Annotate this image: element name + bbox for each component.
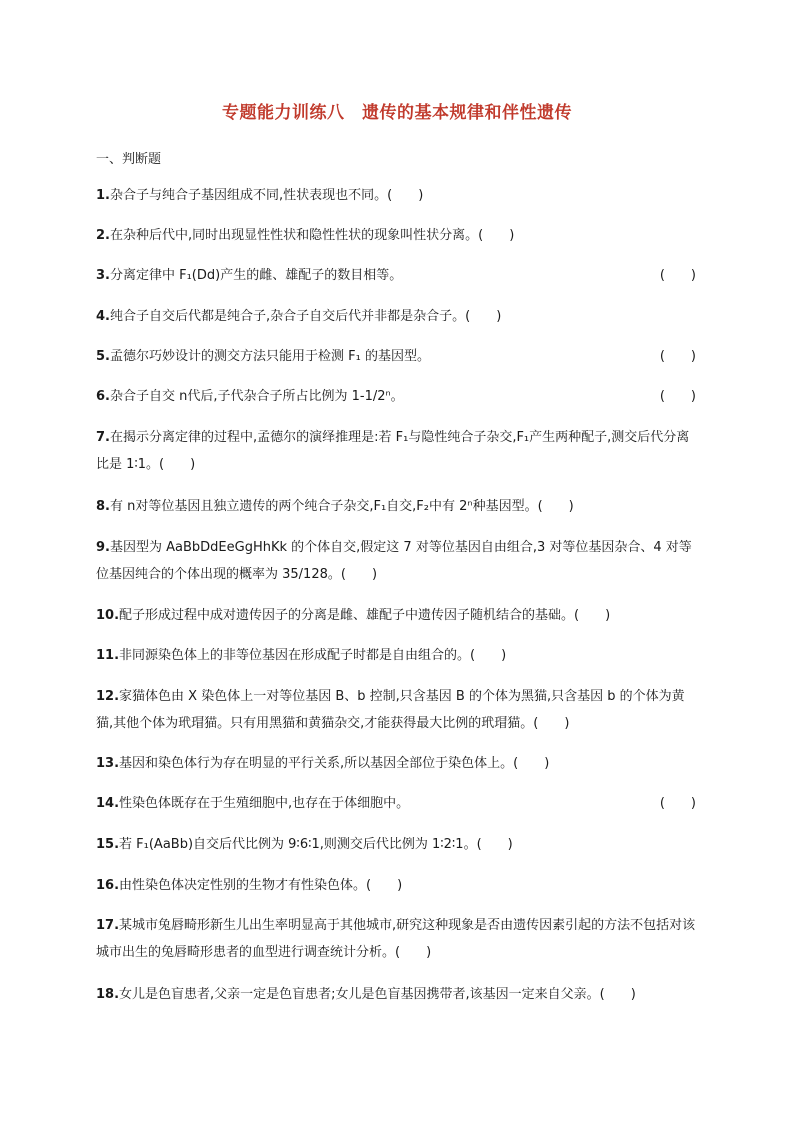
question-8 [96, 493, 696, 520]
question-text: 配子形成过程中成对遗传因子的分离是雌、雄配子中遗传因子随机结合的基础。( ) [119, 608, 611, 623]
question-number: 14. [96, 796, 120, 811]
question-text: 分离定律中 F₁(Dd)产生的雌、雄配子的数目相等。 [109, 268, 403, 283]
question-5 [96, 343, 696, 370]
question-text: 杂合子自交 n代后,子代杂合子所占比例为 1-1/2ⁿ。 [109, 389, 404, 404]
question-text: 非同源染色体上的非等位基因在形成配子时都是自由组合的。( ) [119, 648, 507, 663]
page-title: 专题能力训练八 遗传的基本规律和伴性遗传 [222, 103, 572, 123]
question-6 [96, 383, 696, 410]
question-number: 2. [96, 228, 110, 243]
question-9 [96, 534, 696, 588]
question-10 [96, 602, 696, 629]
question-text: 由性染色体决定性别的生物才有性染色体。( ) [119, 878, 403, 893]
question-text: 基因型为 AaBbDdEeGgHhKk 的个体自交,假定这 7 对等位基因自由组合,3 对等位基因杂合、4 对等位基因纯合的个体出现的概率为 35/128。( ) [96, 540, 692, 582]
question-number: 16. [96, 878, 120, 893]
answer-parentheses: ( ) [659, 389, 696, 404]
question-number: 15. [96, 837, 120, 852]
question-text: 家猫体色由 X 染色体上一对等位基因 B、b 控制,只含基因 B 的个体为黑猫,只含基因 b 的个体为黄猫,其他个体为玳瑁猫。只有用黑猫和黄猫杂交,才能获得最大比例的玳瑁猫。( ) [96, 689, 685, 731]
question-text: 基因和染色体行为存在明显的平行关系,所以基因全部位于染色体上。( ) [119, 756, 550, 771]
question-number: 4. [96, 309, 110, 324]
question-text: 在揭示分离定律的过程中,孟德尔的演绎推理是:若 F₁与隐性纯合子杂交,F₁产生两种配子,测交后代分离比是 1∶1。( ) [96, 430, 690, 472]
question-number: 11. [96, 648, 120, 663]
section-heading: 一、判断题 [96, 152, 162, 167]
question-text: 性染色体既存在于生殖细胞中,也存在于体细胞中。 [119, 796, 410, 811]
question-number: 17. [96, 918, 120, 933]
question-11 [96, 642, 696, 669]
question-number: 9. [96, 540, 110, 555]
question-17 [96, 912, 696, 966]
question-number: 3. [96, 268, 110, 283]
question-number: 18. [96, 987, 120, 1002]
question-18 [96, 981, 696, 1008]
question-13 [96, 750, 696, 777]
question-1 [96, 182, 696, 209]
question-text: 有 n对等位基因且独立遗传的两个纯合子杂交,F₁自交,F₂中有 2ⁿ种基因型。( ) [109, 499, 574, 514]
question-number: 13. [96, 756, 120, 771]
question-number: 6. [96, 389, 110, 404]
answer-parentheses: ( ) [659, 349, 696, 364]
question-number: 1. [96, 188, 110, 203]
question-4 [96, 303, 696, 330]
question-text: 女儿是色盲患者,父亲一定是色盲患者;女儿是色盲基因携带者,该基因一定来自父亲。( ) [119, 987, 636, 1002]
question-text: 孟德尔巧妙设计的测交方法只能用于检测 F₁ 的基因型。 [109, 349, 430, 364]
question-text: 若 F₁(AaBb)自交后代比例为 9∶6∶1,则测交后代比例为 1∶2∶1。( ) [119, 837, 513, 852]
question-text: 在杂种后代中,同时出现显性性状和隐性性状的现象叫性状分离。( ) [109, 228, 515, 243]
question-text: 纯合子自交后代都是纯合子,杂合子自交后代并非都是杂合子。( ) [109, 309, 502, 324]
question-number: 5. [96, 349, 110, 364]
question-14 [96, 790, 696, 817]
question-number: 12. [96, 689, 120, 704]
question-number: 7. [96, 430, 110, 445]
question-7 [96, 424, 696, 478]
question-number: 10. [96, 608, 120, 623]
question-12 [96, 683, 696, 737]
question-2 [96, 222, 696, 249]
question-text: 某城市兔唇畸形新生儿出生率明显高于其他城市,研究这种现象是否由遗传因素引起的方法不包括对该城市出生的兔唇畸形患者的血型进行调查统计分析。( ) [96, 918, 696, 960]
question-3 [96, 262, 696, 289]
answer-parentheses: ( ) [659, 796, 696, 811]
question-15 [96, 831, 696, 858]
answer-parentheses: ( ) [659, 268, 696, 283]
question-16 [96, 872, 696, 899]
question-text: 杂合子与纯合子基因组成不同,性状表现也不同。( ) [109, 188, 424, 203]
question-number: 8. [96, 499, 110, 514]
